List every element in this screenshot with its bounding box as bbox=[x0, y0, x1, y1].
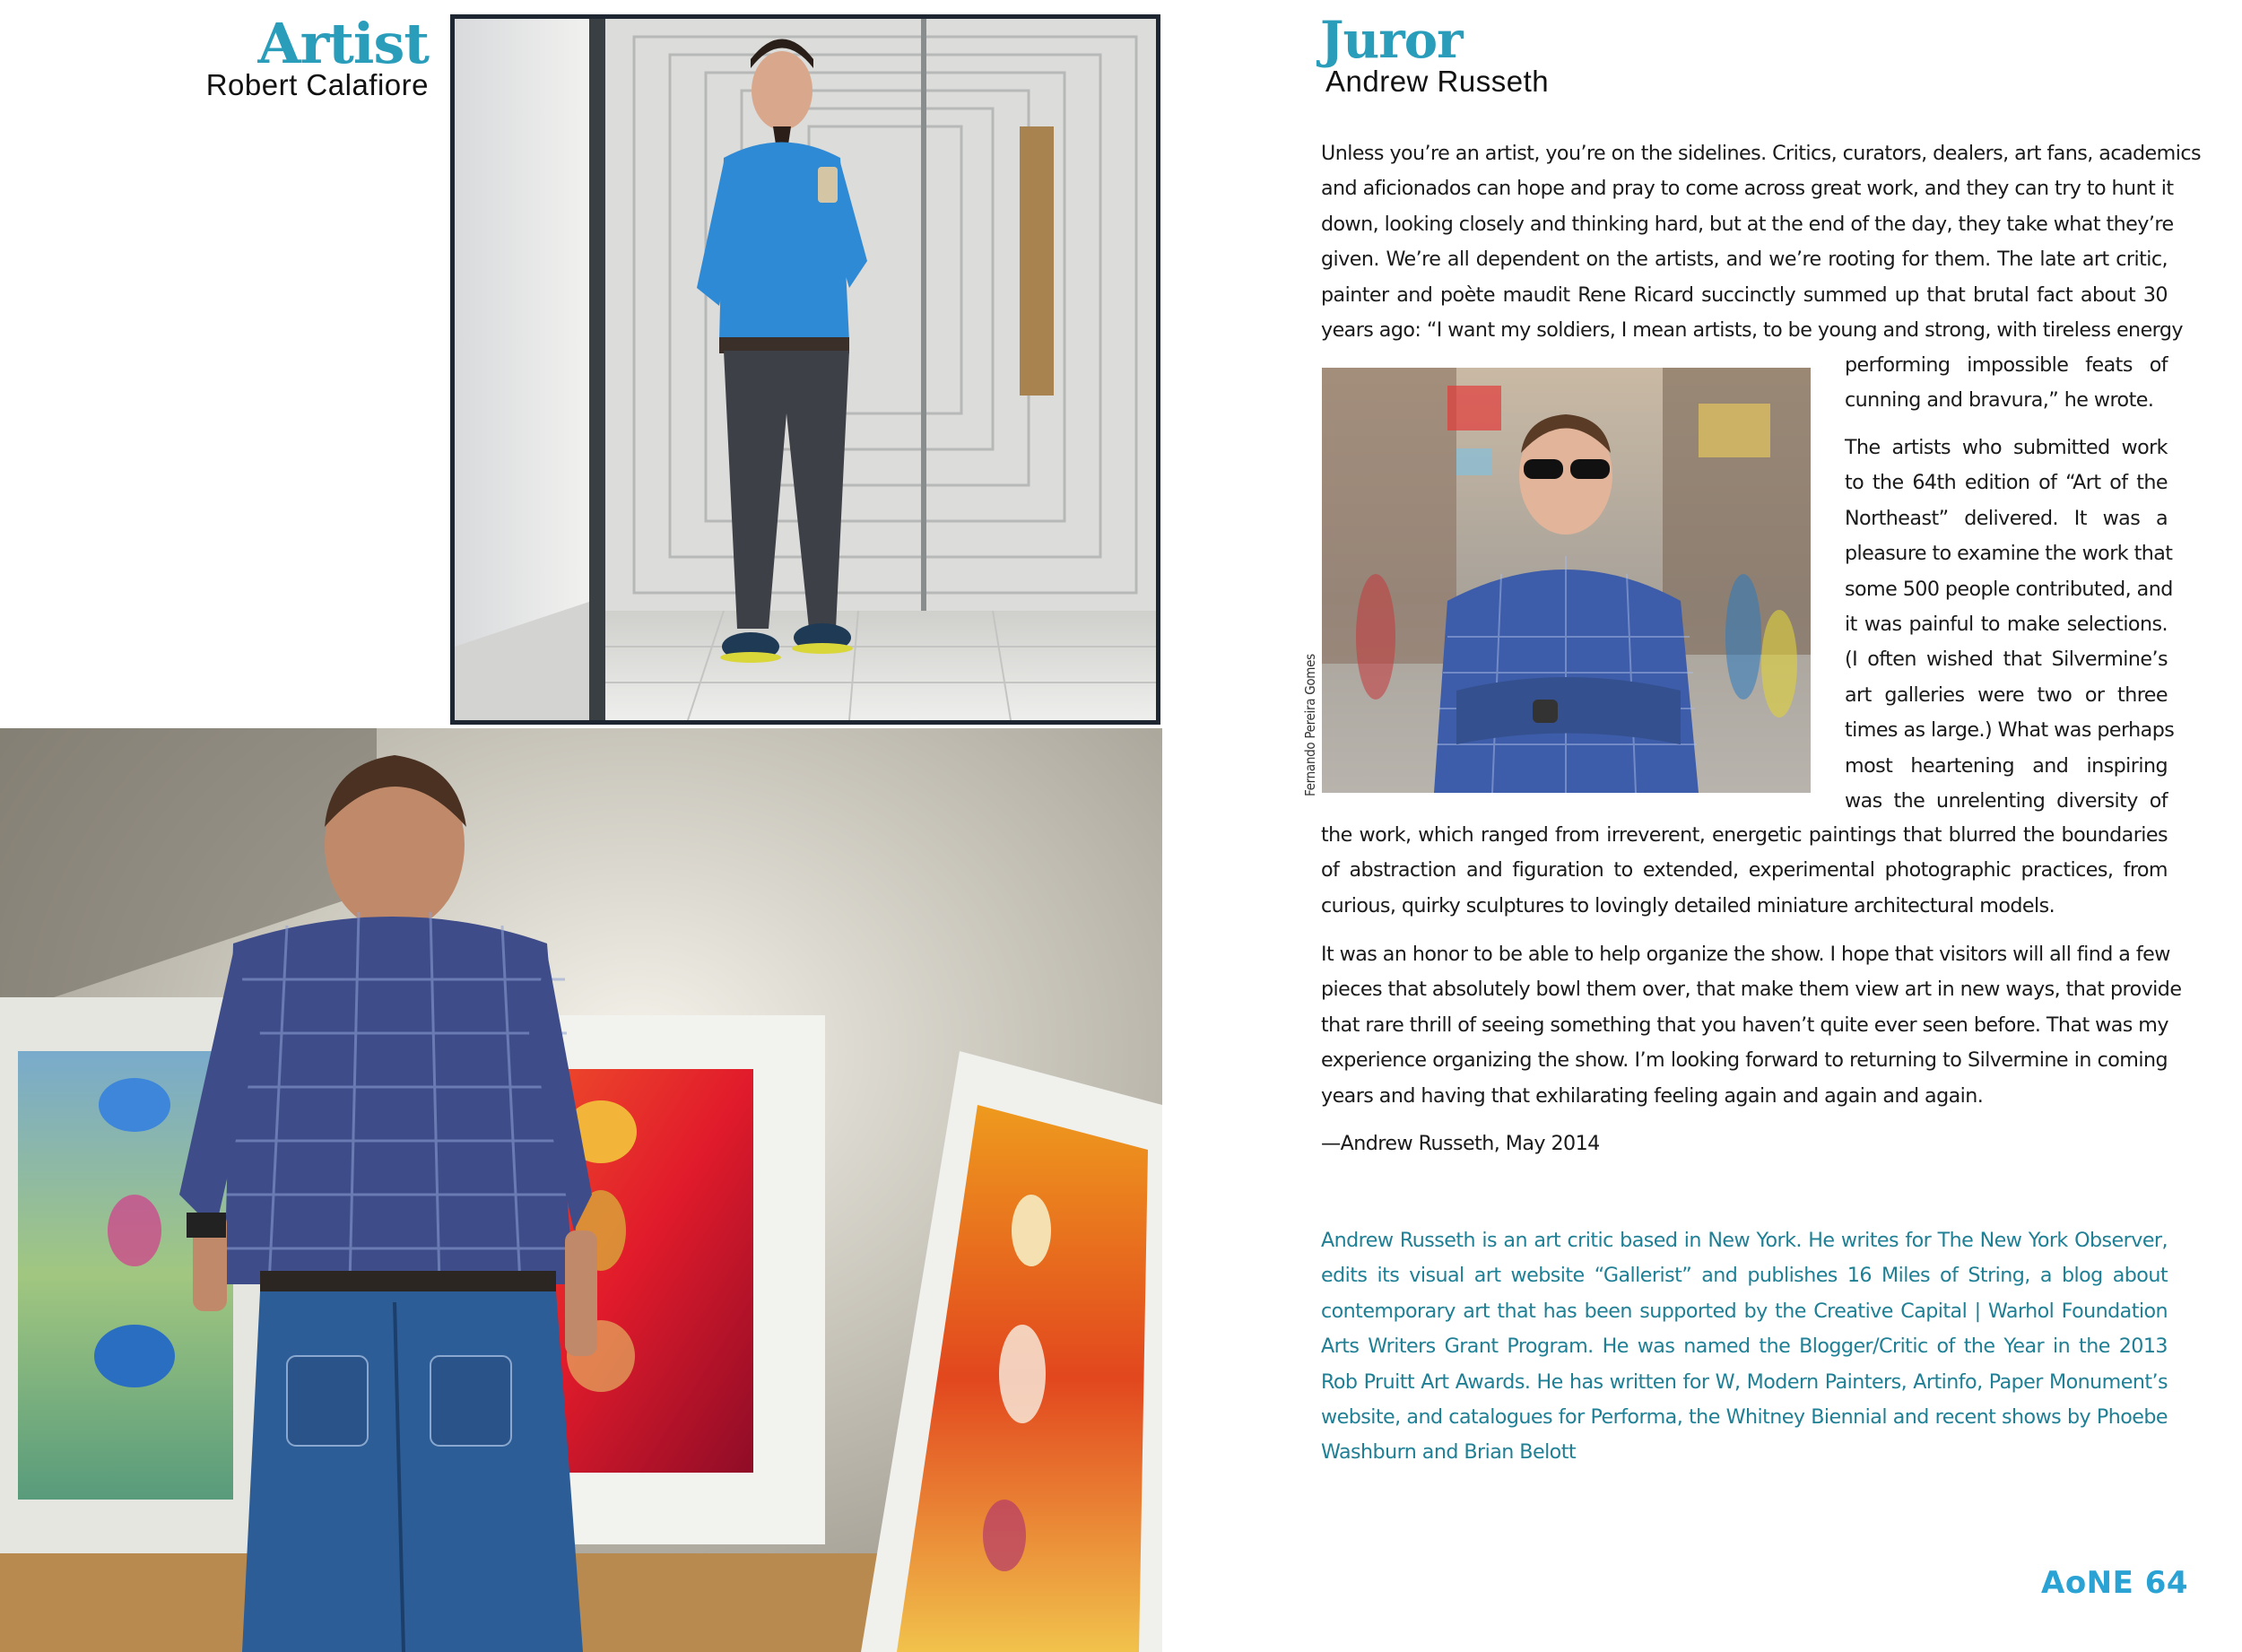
text-line: The artists who submitted work bbox=[1845, 436, 2168, 459]
text-line: it was painful to make selections. bbox=[1845, 612, 2168, 636]
page-number: AoNE 64 bbox=[2041, 1565, 2189, 1601]
text-line: pieces that absolutely bowl them over, that make them view art in new ways, that provide bbox=[1321, 978, 2182, 1002]
essay-paragraph-3 bbox=[1321, 937, 2182, 1114]
text-line: Andrew Russeth is an art critic based in New York. He writes for The New York Observer, bbox=[1321, 1229, 2168, 1252]
text-line: pleasure to examine the work that bbox=[1845, 542, 2173, 566]
juror-gallery-photo bbox=[0, 728, 1162, 1652]
text-line: given. We’re all dependent on the artists, and we’re rooting for them. The late art critic, bbox=[1321, 248, 2168, 272]
essay-paragraph-1 bbox=[1321, 136, 2201, 348]
text-line: contemporary art that has been supported by the Creative Capital | Warhol Foundation bbox=[1321, 1299, 2168, 1323]
text-line: was the unrelenting diversity of bbox=[1845, 788, 2168, 813]
text-line: performing impossible feats of bbox=[1845, 353, 2168, 377]
text-line: Rob Pruitt Art Awards. He has written for W, Modern Painters, Artinfo, Paper Monument’s bbox=[1321, 1369, 2168, 1394]
text-line: some 500 people contributed, and bbox=[1845, 577, 2173, 601]
text-line: years ago: “I want my soldiers, I mean artists, to be young and strong, with tireless energy bbox=[1321, 317, 2183, 342]
text-line: Unless you’re an artist, you’re on the sidelines. Critics, curators, dealers, art fans, academics bbox=[1321, 142, 2201, 165]
signoff-line: —Andrew Russeth, May 2014 bbox=[1321, 1132, 1600, 1155]
text-line: It was an honor to be able to help organize the show. I hope that visitors will all find a few bbox=[1321, 943, 2170, 966]
essay-paragraph-2-continued bbox=[1321, 818, 2168, 924]
text-line: experience organizing the show. I’m looking forward to returning to Silvermine in coming bbox=[1321, 1048, 2168, 1073]
text-line: of abstraction and figuration to extended, experimental photographic practices, from bbox=[1321, 858, 2168, 883]
text-line: to the 64th edition of “Art of the bbox=[1845, 471, 2168, 495]
essay-signoff bbox=[1321, 1126, 1600, 1161]
text-line: painter and poète maudit Rene Ricard succinctly summed up that brutal fact about 30 bbox=[1321, 283, 2168, 307]
juror-bio bbox=[1321, 1223, 2168, 1471]
essay-paragraph-1-wrap bbox=[1845, 348, 2168, 419]
text-line: the work, which ranged from irreverent, energetic paintings that blurred the boundaries bbox=[1321, 823, 2168, 847]
text-line: down, looking closely and thinking hard, but at the end of the day, they take what they’re bbox=[1321, 212, 2174, 236]
text-line: Washburn and Brian Belott bbox=[1321, 1440, 1577, 1465]
juror-heading: Juror bbox=[1320, 11, 1463, 70]
artist-name: Robert Calafiore bbox=[205, 68, 429, 101]
text-line: website, and catalogues for Performa, the Whitney Biennial and recent shows by Phoebe bbox=[1321, 1404, 2168, 1429]
text-line: years and having that exhilarating feeling again and again and again. bbox=[1321, 1083, 1984, 1108]
text-line: (I often wished that Silvermine’s bbox=[1845, 648, 2168, 672]
juror-name: Andrew Russeth bbox=[1325, 65, 1550, 98]
text-line: Arts Writers Grant Program. He was named the Blogger/Critic of the Year in the 2013 bbox=[1321, 1335, 2168, 1359]
text-line: most heartening and inspiring bbox=[1845, 753, 2168, 778]
text-line: edits its visual art website “Gallerist” and publishes 16 Miles of String, a blog about bbox=[1321, 1264, 2168, 1288]
artist-selfie-photo bbox=[450, 14, 1160, 725]
text-line: Northeast” delivered. It was a bbox=[1845, 506, 2168, 530]
artist-heading: Artist bbox=[257, 11, 429, 76]
text-line: and aficionados can hope and pray to come across great work, and they can try to hunt it bbox=[1321, 177, 2174, 201]
photo-credit: Fernando Pereira Gomes bbox=[1302, 654, 1318, 796]
text-line: times as large.) What was perhaps bbox=[1845, 718, 2175, 743]
text-line: cunning and bravura,” he wrote. bbox=[1845, 388, 2154, 413]
text-line: curious, quirky sculptures to lovingly detailed miniature architectural models. bbox=[1321, 893, 2055, 917]
essay-paragraph-2 bbox=[1845, 430, 2175, 819]
juror-portrait-photo bbox=[1322, 368, 1811, 793]
text-line: that rare thrill of seeing something that you haven’t quite ever seen before. That was my bbox=[1321, 1013, 2168, 1037]
text-line: art galleries were two or three bbox=[1845, 683, 2168, 707]
